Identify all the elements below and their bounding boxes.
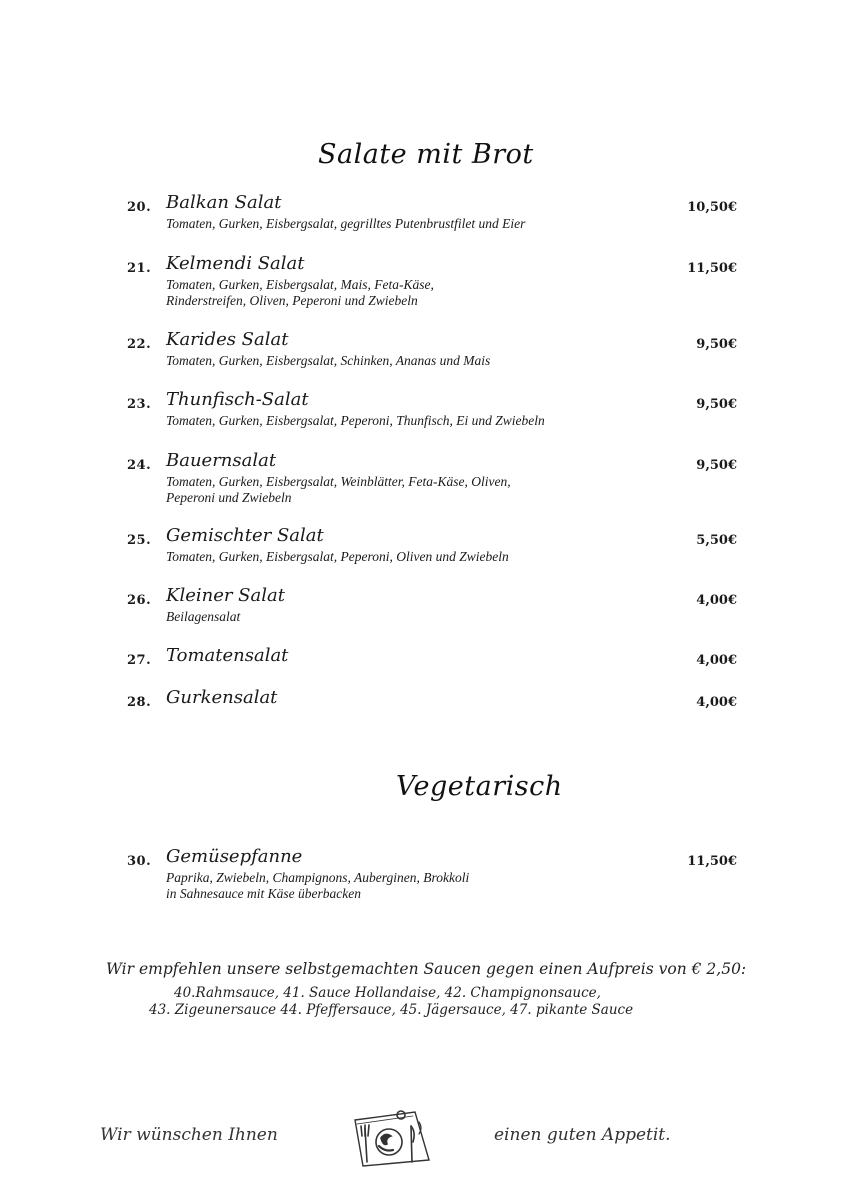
item-name: Kelmendi Salat <box>166 253 305 274</box>
item-description-line: Tomaten, Gurken, Eisbergsalat, Mais, Feta-Käse, <box>166 277 434 292</box>
section-title-vegetarisch: Vegetarisch <box>396 771 563 802</box>
item-number: 28. <box>127 695 152 710</box>
item-description <box>166 353 490 369</box>
item-description-line: Tomaten, Gurken, Eisbergsalat, Peperoni, Thunfisch, Ei und Zwiebeln <box>166 413 545 428</box>
place-setting-icon <box>349 1106 437 1170</box>
item-description-line: Tomaten, Gurken, Eisbergsalat, Schinken, Ananas und Mais <box>166 353 491 368</box>
item-price: 11,50€ <box>687 854 737 869</box>
item-name: Bauernsalat <box>166 450 277 471</box>
item-description-line: Rinderstreifen, Oliven, Peperoni und Zwiebeln <box>166 293 418 308</box>
item-name: Balkan Salat <box>166 192 282 213</box>
item-name: Gemischter Salat <box>166 525 324 546</box>
item-description <box>166 413 545 429</box>
item-price: 9,50€ <box>696 397 737 412</box>
item-number: 21. <box>127 261 152 276</box>
item-name: Thunfisch-Salat <box>166 389 309 410</box>
item-price: 10,50€ <box>687 200 737 215</box>
item-price: 4,00€ <box>696 695 737 710</box>
footer-greeting-right: einen guten Appetit. <box>494 1125 671 1145</box>
item-description <box>166 277 434 309</box>
item-name: Gurkensalat <box>166 687 278 708</box>
footer-greeting-left: Wir wünschen Ihnen <box>100 1125 278 1145</box>
item-description <box>166 216 525 232</box>
item-price: 4,00€ <box>696 653 737 668</box>
item-name: Karides Salat <box>166 329 289 350</box>
item-description-line: in Sahnesauce mit Käse überbacken <box>166 886 361 901</box>
sauce-intro-line: Wir empfehlen unsere selbstgemachten Saucen gegen einen Aufpreis von € 2,50: <box>106 960 747 978</box>
item-number: 22. <box>127 337 152 352</box>
item-name: Tomatensalat <box>166 645 289 666</box>
sauce-list-line: 43. Zigeunersauce 44. Pfeffersauce, 45. Jägersauce, 47. pikante Sauce <box>149 1002 634 1018</box>
item-name: Kleiner Salat <box>166 585 285 606</box>
item-description-line: Peperoni und Zwiebeln <box>166 490 292 505</box>
item-number: 30. <box>127 854 152 869</box>
item-description <box>166 549 509 565</box>
section-title-salate: Salate mit Brot <box>318 139 534 170</box>
item-description-line: Tomaten, Gurken, Eisbergsalat, gegrilltes Putenbrustfilet und Eier <box>166 216 526 231</box>
item-description-line: Tomaten, Gurken, Eisbergsalat, Weinblätter, Feta-Käse, Oliven, <box>166 474 511 489</box>
item-price: 5,50€ <box>696 533 737 548</box>
item-price: 9,50€ <box>696 458 737 473</box>
item-description-line: Tomaten, Gurken, Eisbergsalat, Peperoni, Oliven und Zwiebeln <box>166 549 509 564</box>
item-description-line: Beilagensalat <box>166 609 241 624</box>
item-number: 20. <box>127 200 152 215</box>
item-description <box>166 474 511 506</box>
item-price: 11,50€ <box>687 261 737 276</box>
item-description-line: Paprika, Zwiebeln, Champignons, Auberginen, Brokkoli <box>166 870 470 885</box>
item-number: 26. <box>127 593 152 608</box>
item-price: 9,50€ <box>696 337 737 352</box>
item-number: 27. <box>127 653 152 668</box>
sauce-list-line: 40.Rahmsauce, 41. Sauce Hollandaise, 42. Champignonsauce, <box>174 985 601 1001</box>
item-number: 23. <box>127 397 152 412</box>
item-description <box>166 870 469 902</box>
item-price: 4,00€ <box>696 593 737 608</box>
item-number: 25. <box>127 533 152 548</box>
item-description <box>166 609 240 625</box>
item-number: 24. <box>127 458 152 473</box>
item-name: Gemüsepfanne <box>166 846 303 867</box>
